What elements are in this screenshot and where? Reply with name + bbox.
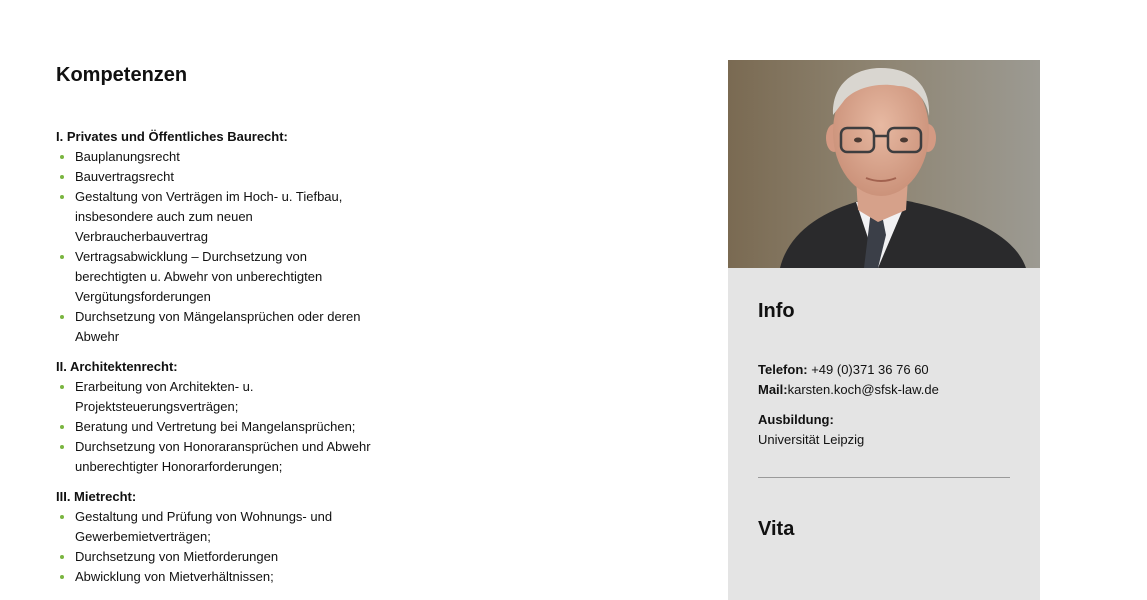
section-mietrecht [56,487,376,587]
main-content [56,62,376,587]
bullet-list [56,147,376,347]
list-item: Durchsetzung von Mietforderungen [56,547,376,567]
list-item: Gestaltung und Prüfung von Wohnungs- und Gewerbemietverträgen; [56,507,376,547]
mail-row [758,380,1010,400]
mail-link[interactable]: karsten.koch@sfsk-law.de [787,382,939,397]
list-item: Bauvertragsrecht [56,167,376,187]
vita-title: Vita [758,518,795,540]
section-architektenrecht [56,357,376,477]
divider [758,477,1010,478]
info-panel [728,268,1040,542]
competence-sections [56,127,376,587]
section-heading: III. Mietrecht: [56,489,137,504]
info-title: Info [758,300,795,322]
phone-number[interactable]: +49 (0)371 36 76 60 [807,362,929,377]
page-title: Kompetenzen [56,64,188,86]
list-item: Gestaltung von Verträgen im Hoch- u. Tiefbau, insbesondere auch zum neuen Verbraucherbauvertrag [56,187,376,247]
list-item: Beratung und Vertretung bei Mangelansprüchen; [56,417,376,437]
bullet-list [56,377,376,477]
contact-block [758,360,1010,400]
education-block [758,410,1010,450]
education-value: Universität Leipzig [758,432,865,447]
list-item: Erarbeitung von Architekten- u. Projektsteuerungsverträgen; [56,377,376,417]
education-label: Ausbildung: [758,412,834,427]
portrait-photo [728,60,1040,268]
list-item: Abwicklung von Mietverhältnissen; [56,567,376,587]
list-item: Durchsetzung von Honoraransprüchen und Abwehr unberechtigter Honorarforderungen; [56,437,376,477]
section-heading: I. Privates und Öffentliches Baurecht: [56,129,288,144]
list-item: Vertragsabwicklung – Durchsetzung von berechtigten u. Abwehr von unberechtigten Vergütungsforderungen [56,247,376,307]
list-item: Durchsetzung von Mängelansprüchen oder deren Abwehr [56,307,376,347]
portrait-illustration [728,60,1040,268]
phone-label: Telefon: [758,362,808,377]
section-baurecht [56,127,376,347]
bullet-list [56,507,376,587]
mail-label: Mail: [758,382,788,397]
list-item: Bauplanungsrecht [56,147,376,167]
phone-row [758,360,1010,380]
profile-sidebar [728,60,1040,600]
section-heading: II. Architektenrecht: [56,359,178,374]
